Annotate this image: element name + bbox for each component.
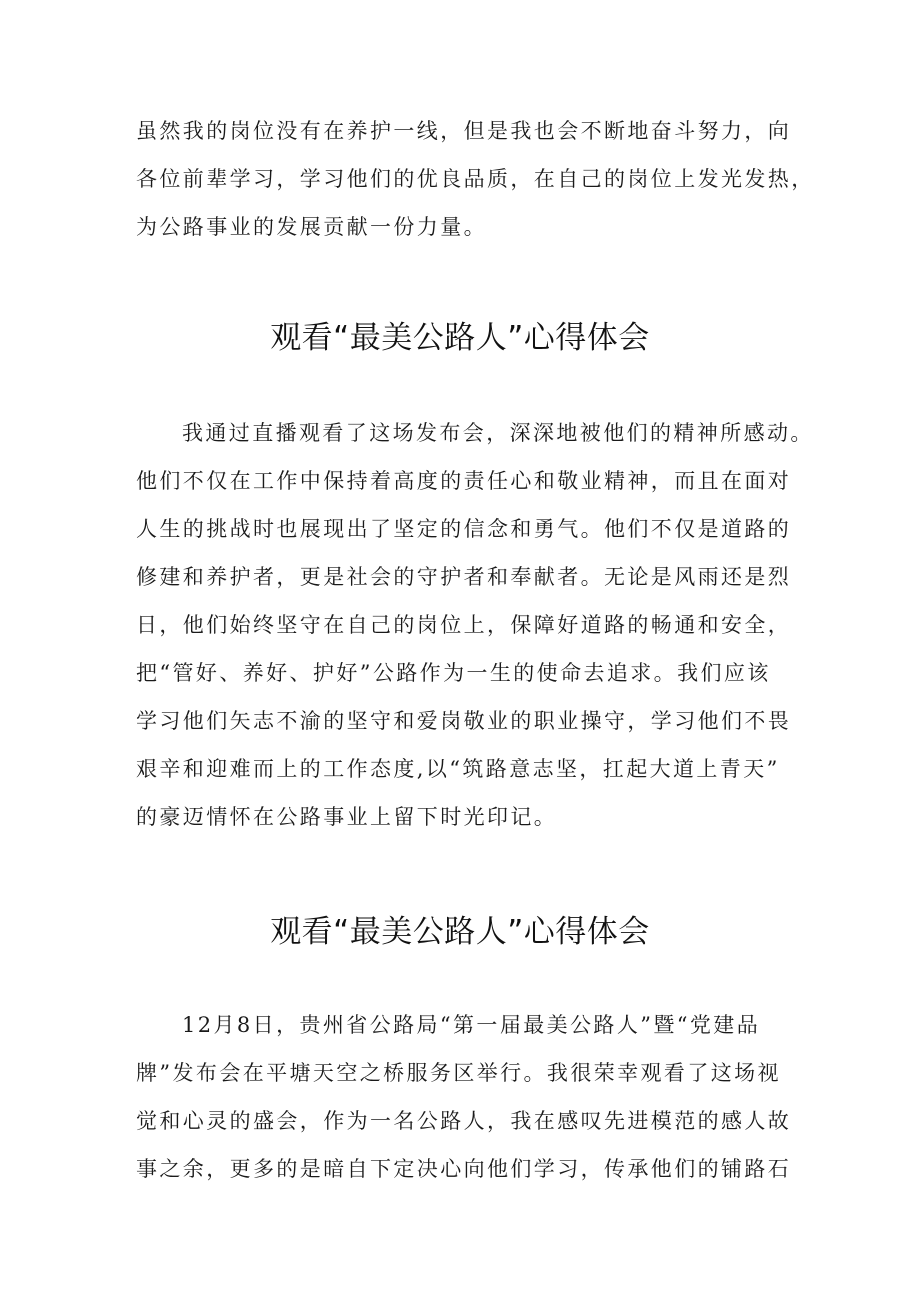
paragraph-line: 为公路事业的发展贡献一份力量。: [136, 215, 487, 239]
paragraph-line: 的豪迈情怀在公路事业上留下时光印记。: [136, 805, 558, 829]
paragraph-line: 虽然我的岗位没有在养护一线，但是我也会不断地奋斗努力，向: [136, 119, 792, 143]
paragraph-line: 各位前辈学习，学习他们的优良品质，在自己的岗位上发光发热，: [136, 167, 815, 191]
paragraph-line: 事之余，更多的是暗自下定决心向他们学习，传承他们的铺路石: [136, 1157, 792, 1181]
paragraph-line: 他们不仅在工作中保持着高度的责任心和敬业精神，而且在面对: [136, 469, 792, 493]
paragraph-line: 觉和心灵的盛会，作为一名公路人，我在感叹先进模范的感人故: [136, 1109, 792, 1133]
paragraph-line: 牌”发布会在平塘天空之桥服务区举行。我很荣幸观看了这场视: [136, 1061, 781, 1085]
paragraph-line: 学习他们矢志不渝的坚守和爱岗敬业的职业操守，学习他们不畏: [136, 709, 792, 733]
paragraph-line: 日，他们始终坚守在自己的岗位上，保障好道路的畅通和安全，: [136, 613, 792, 637]
paragraph-line: 我通过直播观看了这场发布会，深深地被他们的精神所感动。: [182, 421, 814, 445]
paragraph-line: 艰辛和迎难而上的工作态度,以“筑路意志坚，扛起大道上青天”: [136, 757, 780, 781]
section-heading: 观看“最美公路人”心得体会: [270, 914, 650, 950]
paragraph-line: 把“管好、养好、护好”公路作为一生的使命去追求。我们应该: [136, 661, 771, 685]
paragraph-continued: [136, 107, 815, 251]
paragraph-line: 修建和养护者，更是社会的守护者和奉献者。无论是风雨还是烈: [136, 565, 792, 589]
paragraph-body: [136, 409, 814, 841]
section-heading: 观看“最美公路人”心得体会: [270, 320, 650, 356]
paragraph-line: 12月8日，贵州省公路局“第一届最美公路人”暨“党建品: [182, 1013, 761, 1037]
paragraph-body: [136, 1001, 808, 1193]
paragraph-line: 人生的挑战时也展现出了坚定的信念和勇气。他们不仅是道路的: [136, 517, 792, 541]
